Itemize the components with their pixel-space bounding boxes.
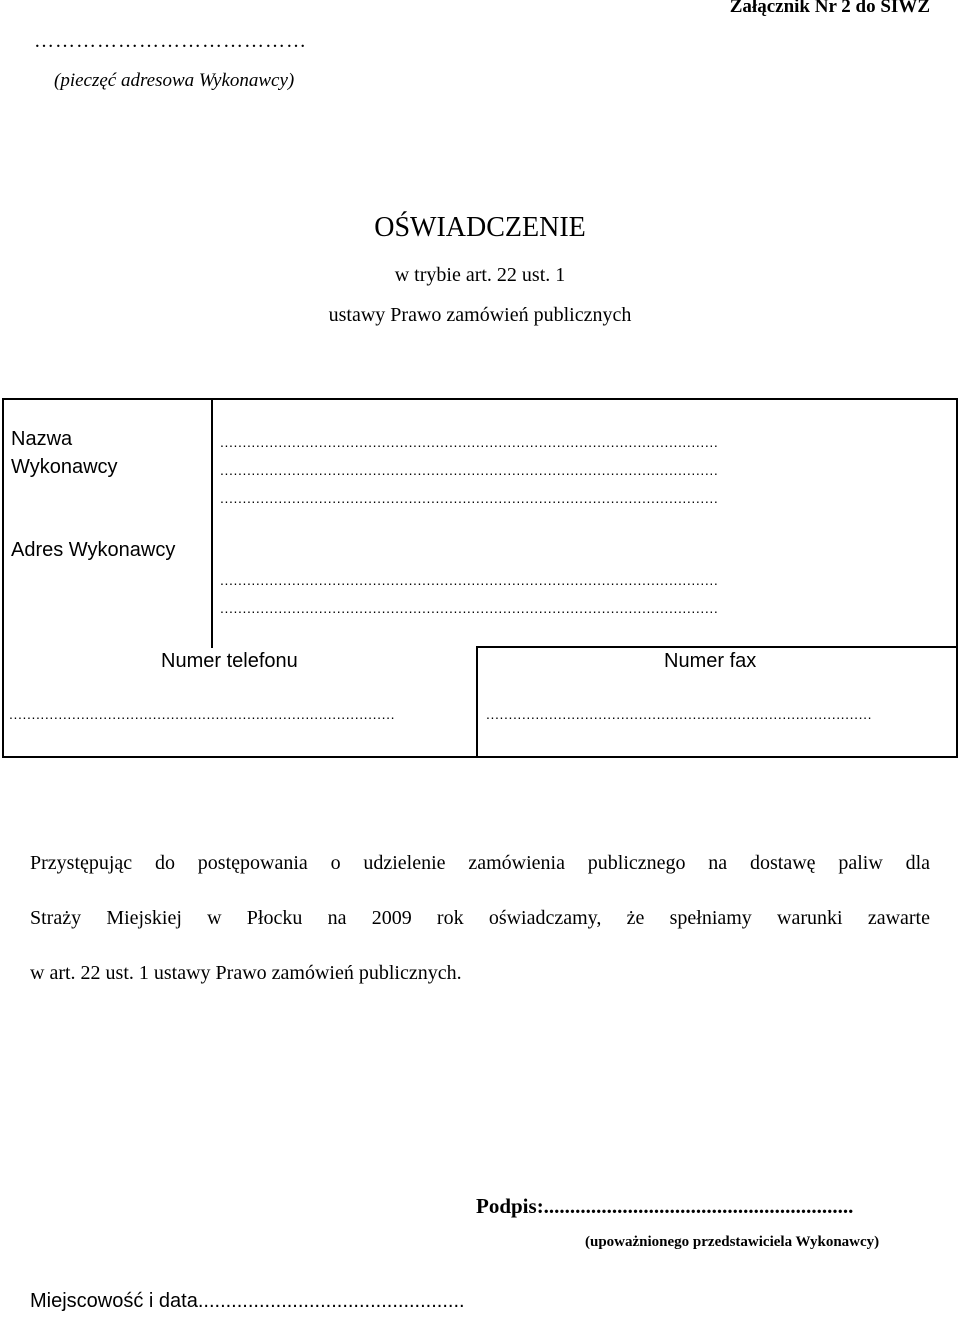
signature-caption: (upoważnionego przedstawiciela Wykonawcy) <box>585 1234 880 1250</box>
declaration-line2: Straży Miejskiej w Płocku na 2009 rok oświadczamy, że spełniamy warunki zawarte <box>30 907 930 929</box>
address-field-line2[interactable]: ............................................................................................................... <box>220 600 719 616</box>
stamp-placeholder-dots: ………………………………… <box>34 30 307 52</box>
label-column-divider <box>211 400 213 648</box>
name-label-line1: Nazwa <box>11 428 73 450</box>
declaration-paragraph <box>30 836 930 1001</box>
document-subtitle-line1: w trybie art. 22 ust. 1 <box>394 264 566 286</box>
address-field-line1[interactable]: ............................................................................................................... <box>220 572 719 588</box>
phone-field[interactable]: ...................................................................................... <box>9 706 396 722</box>
fax-label: Numer fax <box>664 650 757 672</box>
phone-fax-divider <box>476 646 478 758</box>
contractor-form-table <box>2 398 958 758</box>
document-subtitle-line2: ustawy Prawo zamówień publicznych <box>328 304 632 326</box>
place-date-field[interactable]: Miejscowość i data................................................ <box>30 1290 465 1312</box>
phone-row-divider <box>476 646 958 648</box>
address-label: Adres Wykonawcy <box>11 539 176 561</box>
stamp-label: (pieczęć adresowa Wykonawcy) <box>54 70 295 91</box>
name-label-line2: Wykonawcy <box>11 456 118 478</box>
phone-label: Numer telefonu <box>161 650 298 672</box>
declaration-line1: Przystępując do postępowania o udzielenie zamówienia publicznego na dostawę paliw dla <box>30 852 930 874</box>
declaration-line3: w art. 22 ust. 1 ustawy Prawo zamówień publicznych. <box>30 962 462 984</box>
document-title: OŚWIADCZENIE <box>374 212 586 243</box>
name-field-line3[interactable]: ............................................................................................................... <box>220 490 719 506</box>
signature-field[interactable]: Podpis:........................................................... <box>476 1194 854 1218</box>
name-field-line2[interactable]: ............................................................................................................... <box>220 462 719 478</box>
attachment-label: Załącznik Nr 2 do SIWZ <box>729 0 930 17</box>
fax-field[interactable]: ...................................................................................... <box>486 706 873 722</box>
name-field-line1[interactable]: ............................................................................................................... <box>220 434 719 450</box>
